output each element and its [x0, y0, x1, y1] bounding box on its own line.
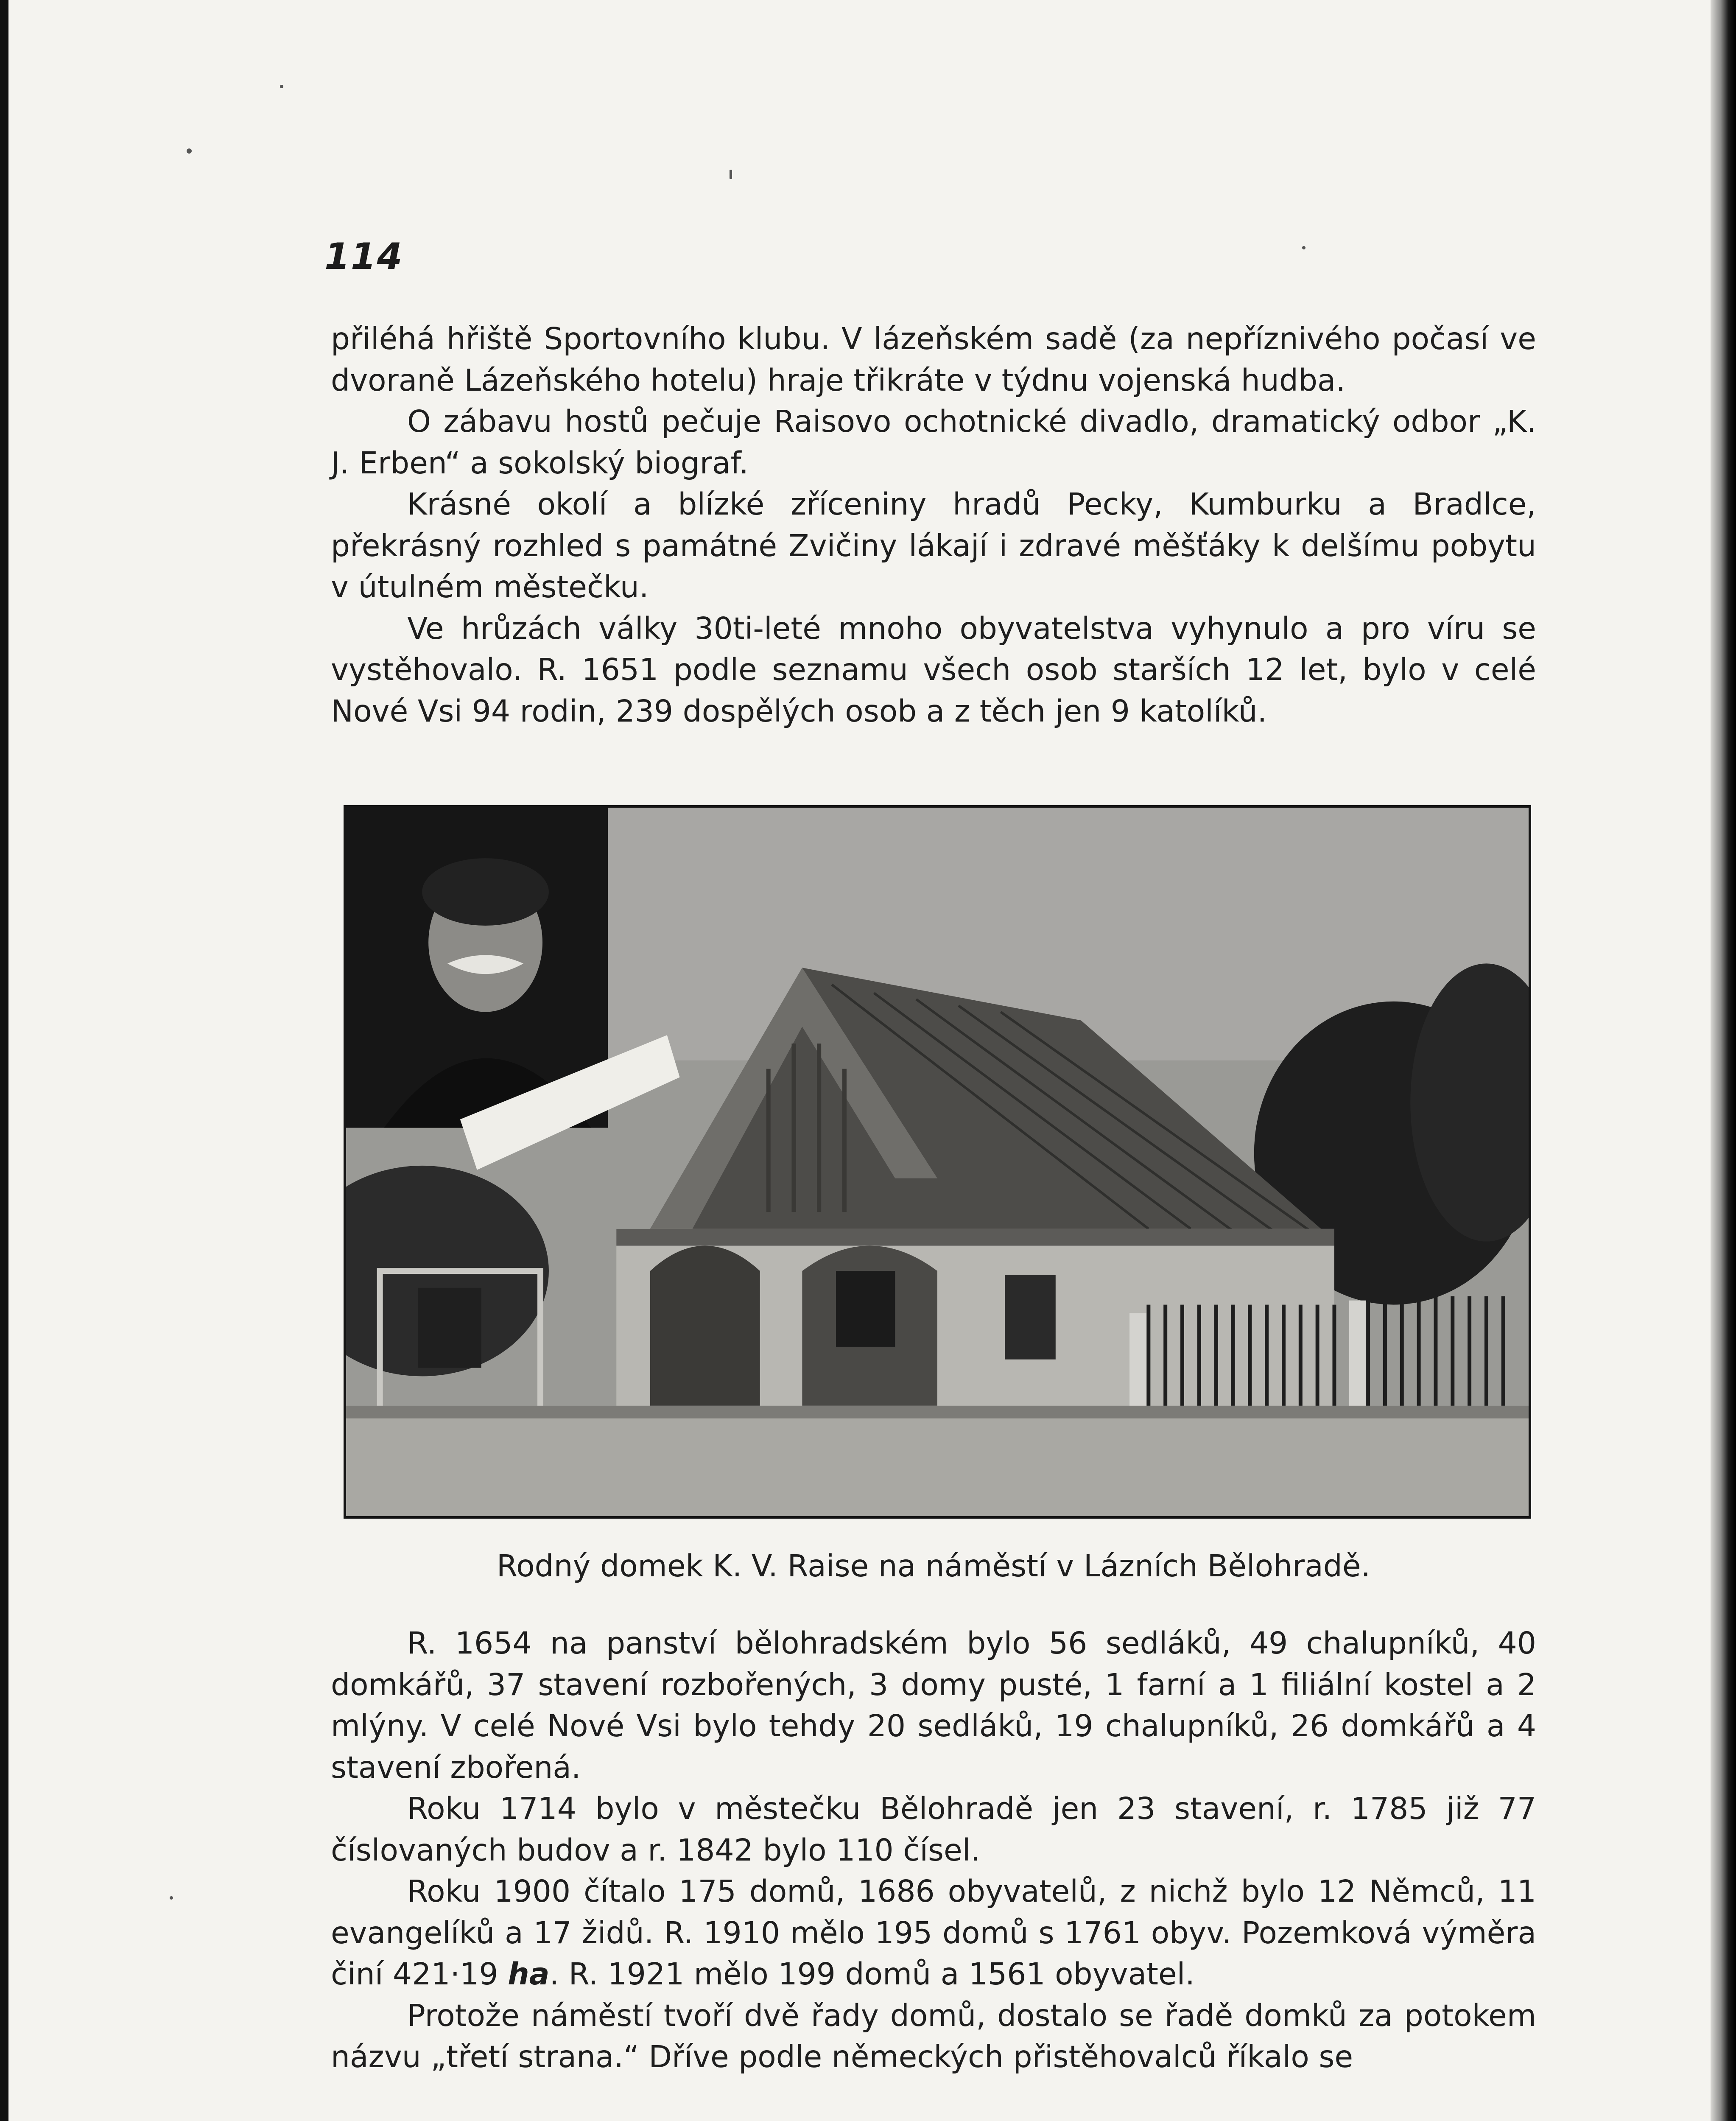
- dust-speck: [187, 148, 192, 154]
- paragraph: Roku 1714 bylo v městečku Bělohradě jen 23 stavení, r. 1785 již 77 číslovaných budov a r. 1842 bylo 110 čísel.: [331, 1791, 1536, 1868]
- photo-portrait-hair: [422, 858, 549, 926]
- figure-caption: Rodný domek K. V. Raise na náměstí v Lázních Bělohradě.: [496, 1548, 1371, 1584]
- text-block-top: [331, 318, 1536, 732]
- dust-speck: [1302, 246, 1305, 249]
- paragraph: R. 1654 na panství bělohradském bylo 56 sedláků, 49 chalupníků, 40 domkářů, 37 stavení rozbořených, 3 domy pusté, 1 farní a 1 filiální kostel a 2 mlýny. V celé Nové Vsi bylo tehdy 20 sedláků, 19 chalupníků, 26 domkářů a 4 stavení zbořená.: [331, 1626, 1536, 1785]
- paragraph: Protože náměstí tvoří dvě řady domů, dostalo se řadě domků za potokem názvu „třetí strana.“ Dříve podle německých přistěhovalců říkalo se: [331, 1998, 1536, 2074]
- photo-window: [836, 1271, 895, 1347]
- dust-speck: [730, 170, 732, 179]
- paragraph-text: . R. 1921 mělo 199 domů a 1561 obyvatel.: [549, 1956, 1195, 1992]
- photo-window: [1005, 1275, 1055, 1360]
- paragraph-text: Roku 1900 čítalo 175 domů, 1686 obyvatelů, z nichž bylo 12 Němců, 11 evangelíků a 17 židů. R. 1910 mělo 195 domů s 1761 obyv. Pozemková výměra činí 421·19: [331, 1874, 1536, 1992]
- photo-window: [418, 1288, 481, 1368]
- scan-edge-right: [1711, 0, 1736, 2121]
- text-block-bottom: [331, 1623, 1536, 2078]
- paragraph: Ve hrůzách války 30ti-leté mnoho obyvatelstva vyhynulo a pro víru se vystěhovalo. R. 1651 podle seznamu všech osob starších 12 let, bylo v celé Nové Vsi 94 rodin, 239 dospělých osob a z těch jen 9 katolíků.: [331, 610, 1536, 729]
- photo-illustration: [346, 808, 1529, 1516]
- photo-arch: [650, 1246, 760, 1406]
- unit-hectares: ha: [508, 1956, 550, 1992]
- photo-fence-post: [1349, 1301, 1366, 1410]
- photo-eaves: [616, 1229, 1334, 1246]
- dust-speck: [280, 85, 283, 88]
- photo-ground-shadow: [346, 1406, 1529, 1419]
- book-page: [8, 0, 1722, 2121]
- photo-fence-post: [1129, 1313, 1146, 1410]
- paragraph: [331, 1871, 1536, 1995]
- paragraph: Krásné okolí a blízké zříceniny hradů Pecky, Kumburku a Bradlce, překrásný rozhled s památné Zvičiny lákají i zdravé měšťáky k delšímu pobytu v útulném městečku.: [331, 487, 1536, 604]
- paragraph: přiléhá hřiště Sportovního klubu. V lázeňském sadě (za nepříznivého počasí ve dvoraně Lázeňského hotelu) hraje třikráte v týdnu vojenská hudba.: [331, 321, 1536, 398]
- paragraph: O zábavu hostů pečuje Raisovo ochotnické divadlo, dramatický odbor „K. J. Erben“ a sokolský biograf.: [331, 404, 1536, 481]
- dust-speck: [170, 1896, 173, 1900]
- photo-ground: [346, 1406, 1529, 1516]
- photograph-birth-house: [344, 805, 1531, 1519]
- page-number: 114: [324, 235, 403, 278]
